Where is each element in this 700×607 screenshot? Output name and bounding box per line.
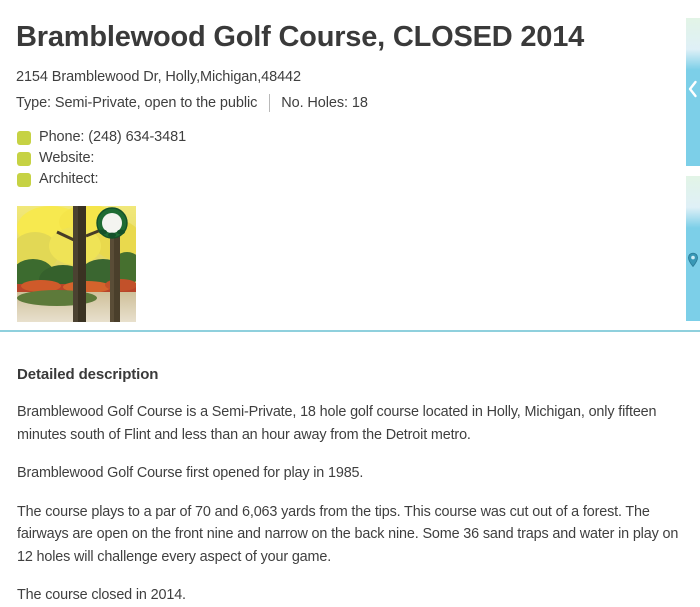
contact-website-label: Website:	[39, 150, 95, 166]
side-panel-map-tab[interactable]	[686, 176, 700, 321]
page-title: Bramblewood Golf Course, CLOSED 2014	[16, 21, 585, 53]
description-body	[0, 385, 700, 607]
chevron-left-icon	[687, 80, 699, 98]
course-meta-row	[0, 86, 700, 112]
map-pin-icon	[687, 252, 699, 268]
side-panel-collapse-tab[interactable]	[686, 18, 700, 166]
contact-architect-label: Architect:	[39, 171, 99, 187]
course-address: 2154 Bramblewood Dr, Holly,Michigan,48442	[16, 69, 301, 85]
tab-highlight	[686, 176, 700, 228]
green-square-icon	[17, 173, 31, 187]
section-heading: Detailed description	[17, 366, 159, 383]
description-paragraph: Bramblewood Golf Course is a Semi-Private, 18 hole golf course located in Holly, Michigan, only fifteen minutes south of Flint and less than an hour away from the Detroit metro.	[17, 404, 657, 443]
list-item	[0, 170, 700, 189]
tab-highlight	[686, 18, 700, 70]
description-paragraph: The course plays to a par of 70 and 6,063 yards from the tips. This course was cut out of a forest. The fairways are open on the front nine and narrow on the back nine. Some 36 sand traps and water in play on 12 holes will challenge every aspect of your game.	[17, 503, 679, 565]
description-paragraph: The course closed in 2014.	[17, 587, 186, 603]
description-paragraph: Bramblewood Golf Course first opened for play in 1985.	[17, 465, 364, 481]
course-type-label: Type: Semi-Private, open to the public	[16, 95, 258, 111]
green-square-icon	[17, 152, 31, 166]
list-item	[0, 128, 700, 147]
green-square-icon	[17, 131, 31, 145]
meta-divider	[269, 94, 270, 112]
detailed-description-section	[0, 332, 700, 607]
contact-list	[0, 112, 700, 189]
list-item	[0, 149, 700, 168]
course-photo-thumbnail[interactable]	[17, 206, 136, 322]
contact-phone-label: Phone: (248) 634-3481	[39, 129, 187, 145]
course-holes-label: No. Holes: 18	[281, 95, 368, 111]
